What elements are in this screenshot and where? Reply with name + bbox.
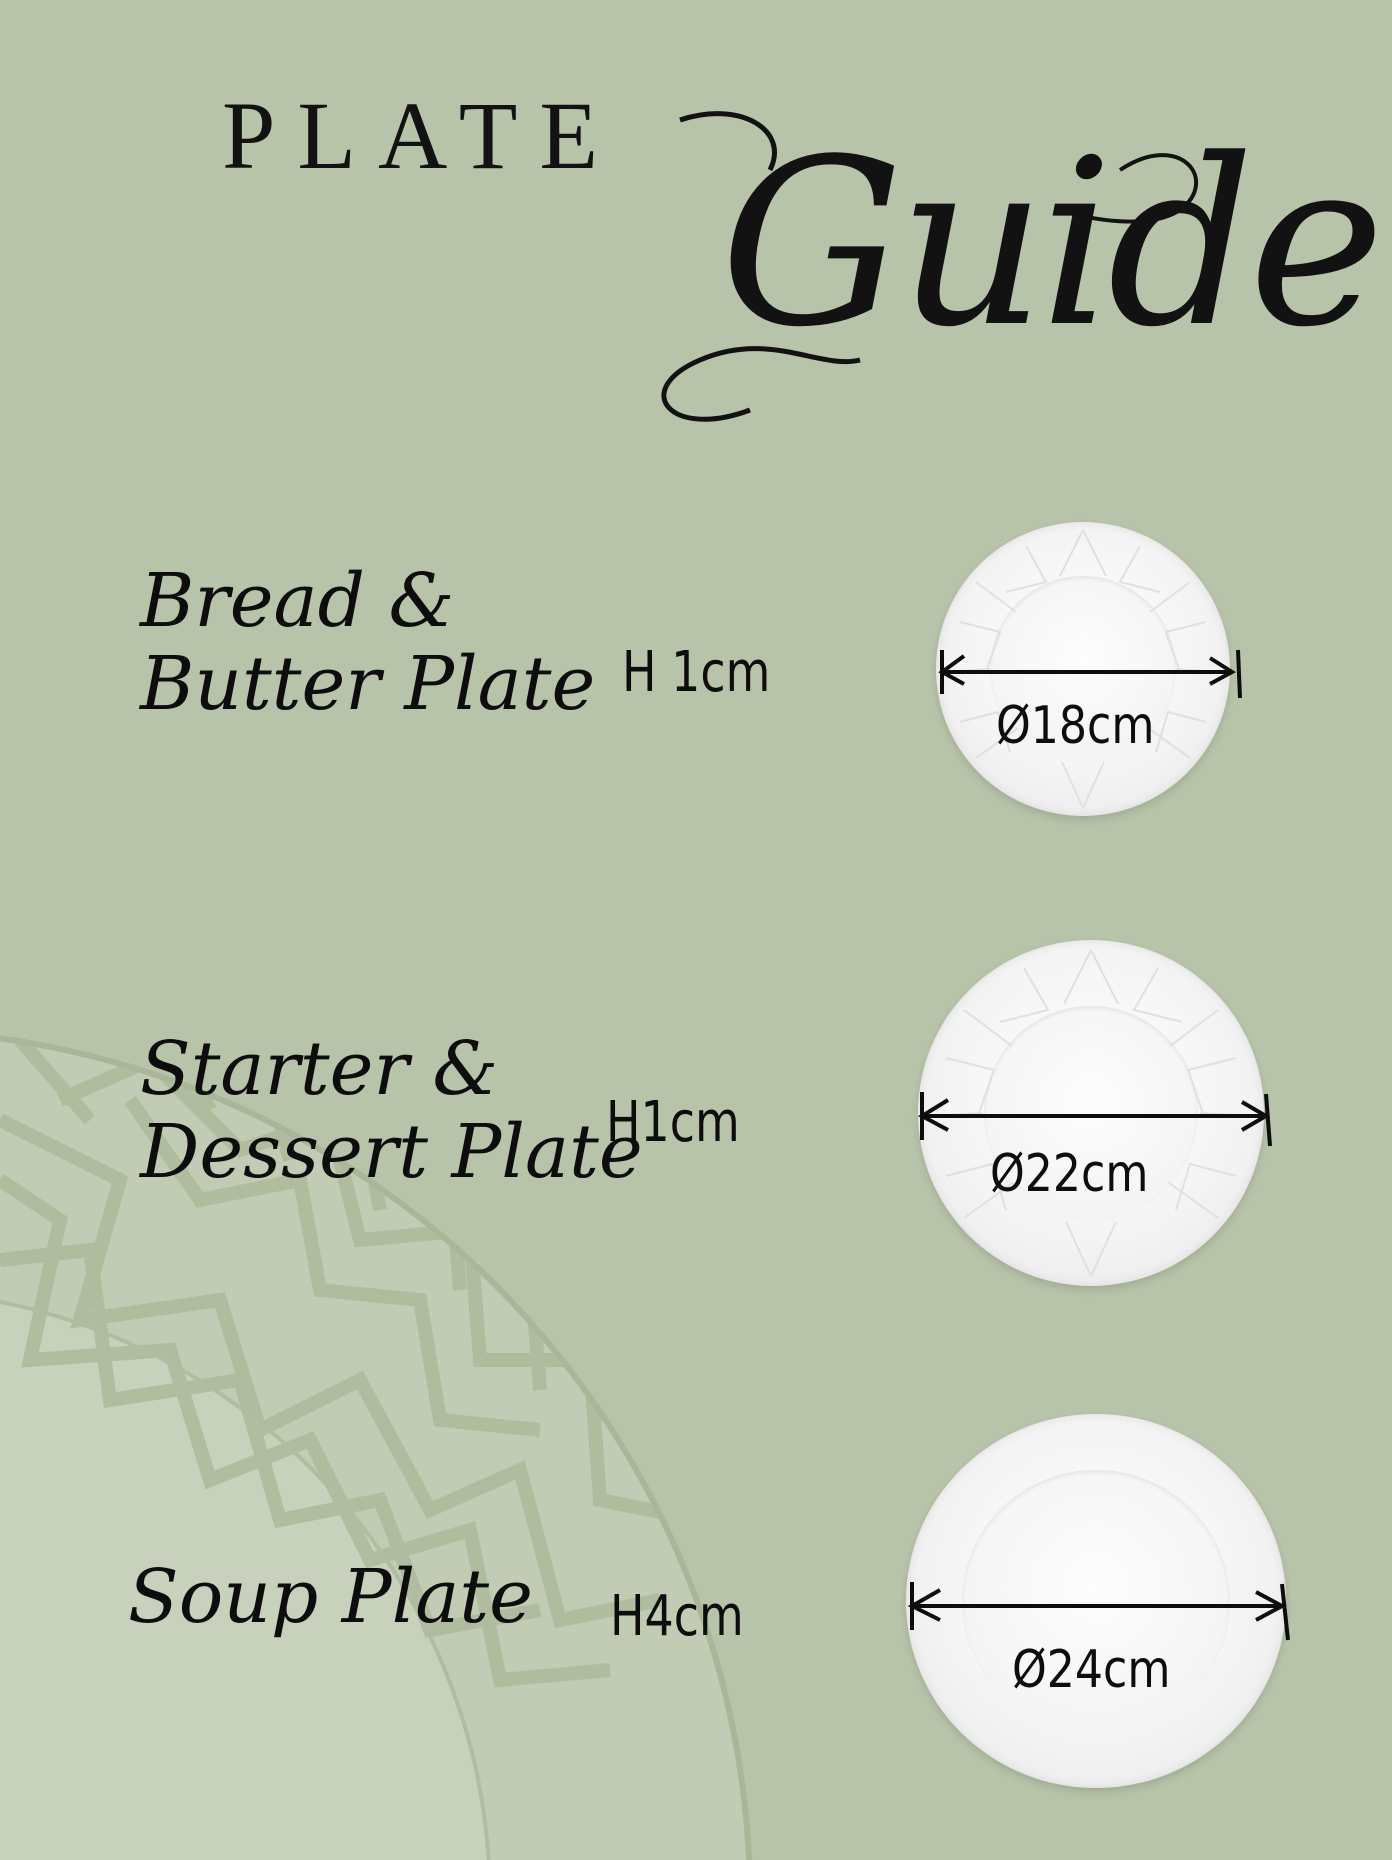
title-plate: PLATE (222, 82, 620, 189)
plate-name-soup: Soup Plate (128, 1554, 533, 1640)
plate-diameter-starter-dessert: Ø22cm (990, 1144, 1149, 1204)
diameter-arrow-bread-butter (930, 640, 1250, 700)
plate-height-starter-dessert: H1cm (606, 1090, 740, 1155)
plate-diameter-soup: Ø24cm (1012, 1640, 1171, 1700)
title-guide: Guide (720, 111, 1379, 378)
diameter-arrow-starter-dessert (910, 1082, 1280, 1148)
diameter-arrow-soup (898, 1576, 1298, 1646)
plate-diameter-bread-butter: Ø18cm (996, 696, 1155, 756)
plate-height-soup: H4cm (610, 1584, 744, 1649)
plate-name-starter-dessert: Starter & Dessert Plate (140, 1026, 643, 1195)
plate-height-bread-butter: H 1cm (622, 640, 771, 705)
plate-name-bread-butter: Bread & Butter Plate (140, 558, 596, 727)
